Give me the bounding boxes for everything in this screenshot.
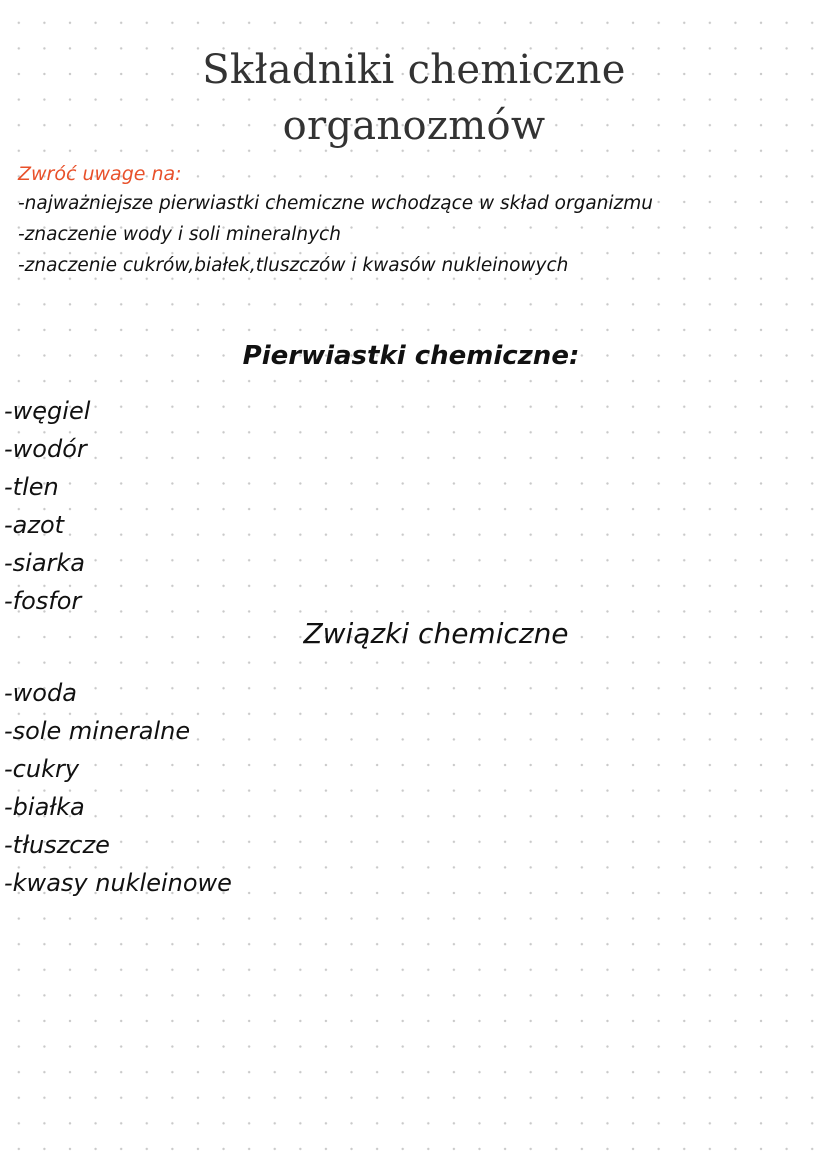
notice-item: -najważniejsze pierwiastki chemiczne wchodzące w skład organizmu bbox=[18, 193, 653, 214]
page-title-line-1: Składniki chemiczne bbox=[202, 47, 626, 93]
element-item: -tlen bbox=[4, 473, 59, 501]
element-item: -fosfor bbox=[4, 587, 82, 615]
notice-item: -znaczenie cukrów,białek,tluszczów i kwasów nukleinowych bbox=[18, 255, 569, 276]
compound-item: -sole mineralne bbox=[4, 717, 191, 745]
compound-item: -białka bbox=[4, 793, 85, 821]
notice-list bbox=[18, 188, 818, 281]
elements-heading: Pierwiastki chemiczne: bbox=[242, 341, 580, 371]
compounds-heading: Związki chemiczne bbox=[303, 617, 569, 650]
elements-list bbox=[4, 392, 90, 620]
element-item: -węgiel bbox=[4, 397, 91, 425]
compounds-list bbox=[4, 674, 232, 902]
notice-block bbox=[18, 160, 818, 281]
compound-item: -kwasy nukleinowe bbox=[4, 869, 232, 897]
notice-item: -znaczenie wody i soli mineralnych bbox=[18, 224, 341, 245]
element-item: -siarka bbox=[4, 549, 86, 577]
compound-item: -cukry bbox=[4, 755, 80, 783]
compound-item: -tłuszcze bbox=[4, 831, 110, 859]
element-item: -wodór bbox=[4, 435, 87, 463]
compound-item: -woda bbox=[4, 679, 77, 707]
notice-heading: Zwróć uwage na: bbox=[18, 163, 182, 185]
element-item: -azot bbox=[4, 511, 65, 539]
page-title-line-2: organozmów bbox=[282, 103, 546, 149]
